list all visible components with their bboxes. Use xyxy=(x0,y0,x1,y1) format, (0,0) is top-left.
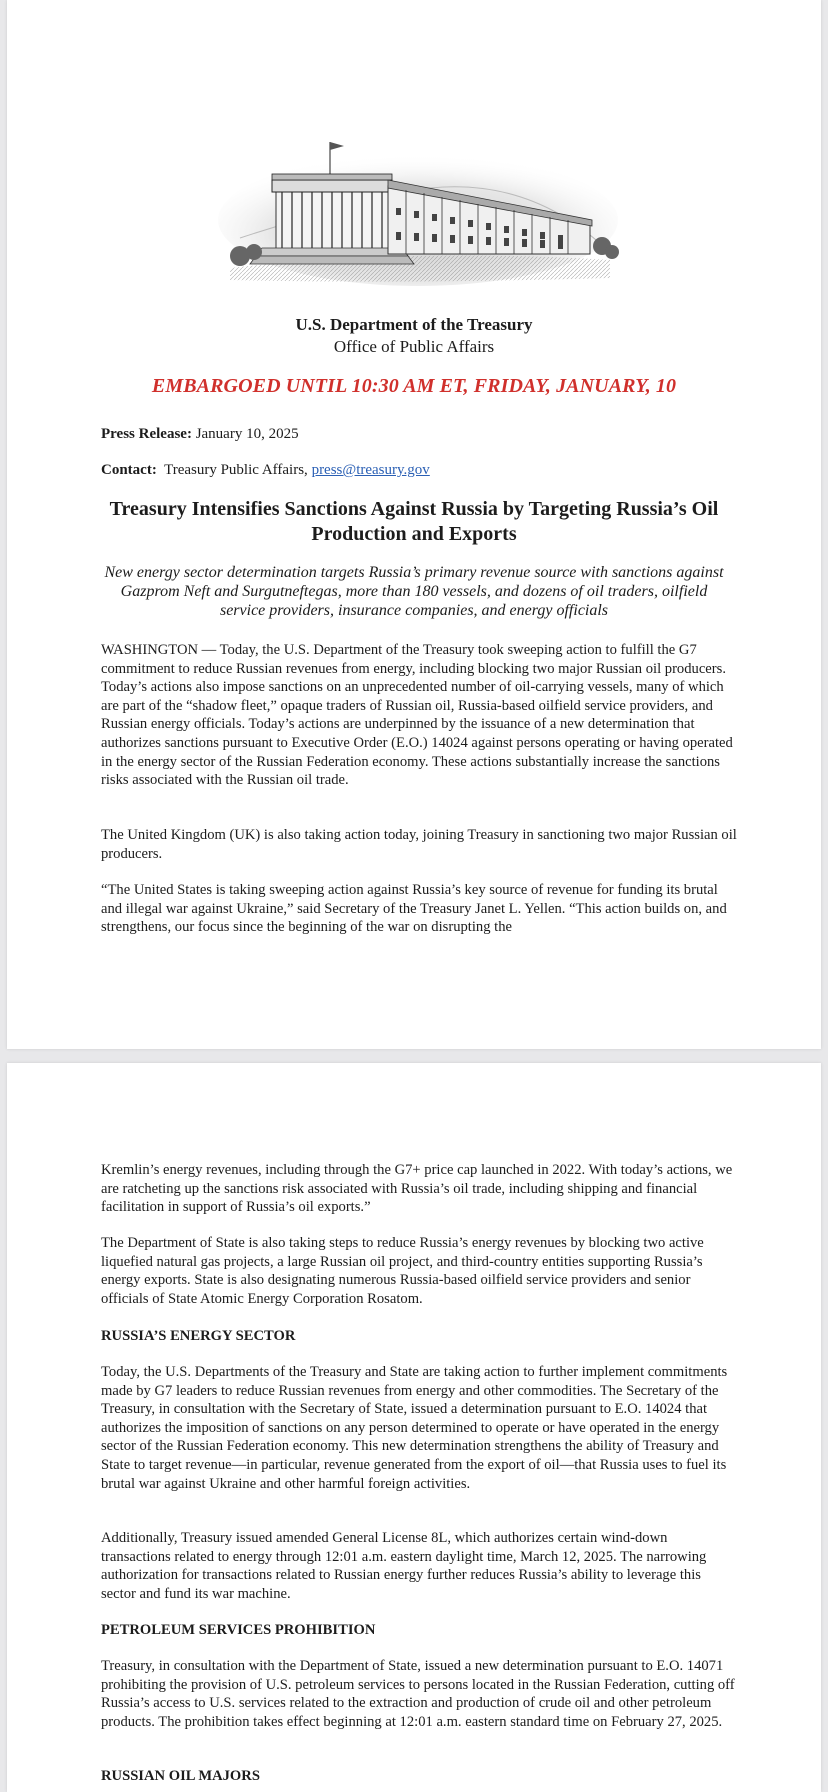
press-release-line xyxy=(101,425,299,444)
contact-name: Treasury Public Affairs, xyxy=(164,462,308,478)
section-title-russian-oil-majors: RUSSIAN OIL MAJORS xyxy=(101,1768,260,1784)
paragraph-petroleum-services: Treasury, in consultation with the Department of State, issued a new determination pursuant to E.O. 14071 prohibiting the provision of U.S. petroleum services to persons located in the Russian Federation, cutting off Russia’s access to U.S. services related to the extraction and production of crude oil and other petroleum products. The prohibition takes effect beginning at 12:01 a.m. eastern standard time on February 27, 2025. xyxy=(101,1658,735,1730)
contact-email-link[interactable]: press@treasury.gov xyxy=(311,462,430,478)
paragraph-yellen-quote: “The United States is taking sweeping action against Russia’s key source of revenue for funding its brutal and illegal war against Ukraine,” said Secretary of the Treasury Janet L. Yellen. “This action builds on, and strengthens, our focus since the beginning of the war on disrupting the xyxy=(101,882,727,936)
paragraph-uk: The United Kingdom (UK) is also taking action today, joining Treasury in sanctioning two major Russian oil producers. xyxy=(101,827,737,862)
paragraph-quote-continued: Kremlin’s energy revenues, including through the G7+ price cap launched in 2022. With today’s actions, we are ratcheting up the sanctions risk associated with Russia’s oil trade, including shipping and financial facilitation in support of Russia’s oil exports.” xyxy=(101,1162,733,1216)
contact-line xyxy=(101,461,430,480)
section-title-petroleum-services: PETROLEUM SERVICES PROHIBITION xyxy=(101,1622,376,1638)
contact-label: Contact: xyxy=(101,462,157,478)
embargo-notice: EMBARGOED UNTIL 10:30 AM ET, FRIDAY, JANUARY, 10 xyxy=(151,375,677,397)
subheadline: New energy sector determination targets Russia’s primary revenue source with sanctions against Gazprom Neft and Surgutneftegas, more than 180 vessels, and dozens of oil traders, oilfield service providers, insurance companies, and energy officials xyxy=(104,564,724,619)
office-name: Office of Public Affairs xyxy=(333,337,495,356)
press-release-label: Press Release: xyxy=(101,426,192,442)
document-page-1 xyxy=(7,0,821,1049)
paragraph-general-license: Additionally, Treasury issued amended General License 8L, which authorizes certain wind-down transactions related to energy through 12:01 a.m. eastern daylight time, March 12, 2025. The narrowing authorization for transactions related to Russian energy further reduces Russia’s ability to leverage this sector and fund its war machine. xyxy=(101,1530,707,1602)
press-release-date: January 10, 2025 xyxy=(195,426,299,442)
paragraph-washington: WASHINGTON — Today, the U.S. Department of the Treasury took sweeping action to fulfill the G7 commitment to reduce Russian revenues from energy, including blocking two major Russian oil producers. Today’s actions also impose sanctions on an unprecedented number of oil-carrying vessels, many of which are part of the “shadow fleet,” opaque traders of Russian oil, Russia-based oilfield service providers, and Russian energy officials. Today’s actions are underpinned by the issuance of a new determination that authorizes sanctions pursuant to Executive Order (E.O.) 14024 against persons operating or having operated in the energy sector of the Russian Federation economy. These actions substantially increase the sanctions risks associated with the Russian oil trade. xyxy=(101,642,733,789)
section-title-energy-sector: RUSSIA’S ENERGY SECTOR xyxy=(101,1328,296,1344)
document-page-2 xyxy=(7,1063,821,1792)
treasury-building-engraving-icon xyxy=(210,128,626,288)
headline: Treasury Intensifies Sanctions Against Russia by Targeting Russia’s Oil Production and Exports xyxy=(109,498,719,545)
department-name: U.S. Department of the Treasury xyxy=(295,315,533,334)
paragraph-energy-sector: Today, the U.S. Departments of the Treasury and State are taking action to further implement commitments made by G7 leaders to reduce Russian revenues from energy and other commodities. The Secretary of the Treasury, in consultation with the Secretary of State, issued a determination pursuant to E.O. 14024 that authorizes the imposition of sanctions on any person determined to operate or have operated in the energy sector of the Russian Federation economy. This new determination strengthens the ability of Treasury and State to target revenue—in particular, revenue generated from the export of oil—that Russia uses to fuel its brutal war against Ukraine and other harmful foreign activities. xyxy=(101,1364,728,1492)
paragraph-state-department: The Department of State is also taking steps to reduce Russia’s energy revenues by blocking two active liquefied natural gas projects, a large Russian oil project, and third-country entities supporting Russia’s energy exports. State is also designating numerous Russia-based oilfield service providers and senior officials of State Atomic Energy Corporation Rosatom. xyxy=(101,1235,704,1307)
